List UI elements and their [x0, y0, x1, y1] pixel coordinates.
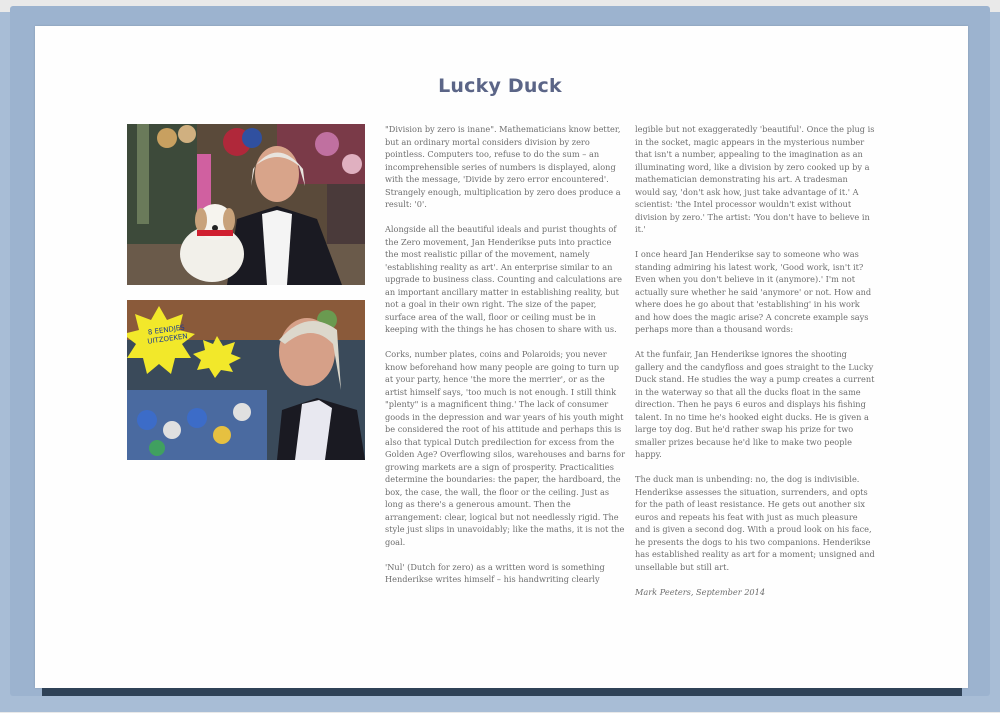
paragraph: Corks, number plates, coins and Polaroids; you never know beforehand how many people are going to turn up at your party, hence 'the more the merrier', or as the artist himself says, 'too much is not enough. I still think "plenty" is a magnificent thing.' The lack of consumer goods in the depression and war years of his youth might be considered the root of his attitude and perhaps this is also that typical Dutch predilection for excess from the Golden Age? Overflowing silos, warehouses and barns for growing markets are a sign of prosperity. Practicalities determine the boundaries: the paper, the hardboard, the box, the case, the wall, the floor or the ceiling. Just as long as there's a generous amount. Then the arrangement: clear, logical but not needlessly rigid. The style just slips in unavoidably; like the maths, it is not the goal.	[385, 349, 626, 547]
paragraph: Alongside all the beautiful ideals and purist thoughts of the Zero movement, Jan Henderikse puts into practice the most realistic pillar of the movement, namely 'establishing reality as art'. An enterprise similar to an upgrade to business class. Counting and calculations are an important ancillary matter in establishing reality, but not a goal in their own right. The size of the paper, surface area of the wall, floor or ceiling must be in keeping with the things he has chosen to share with us.	[385, 224, 622, 334]
paragraph: legible but not exaggeratedly 'beautiful'. Once the plug is in the socket, magic appears in the mysterious number that isn't a number, appealing to the imagination as an illuminating word, like a division by zero cooked up by a mathematician demonstrating his art. A tradesman would say, 'don't ask how, just take advantage of it.' A scientist: 'the Intel processor wouldn't exist without division by zero.' The artist: 'You don't have to believe in it.'	[635, 124, 875, 234]
page-title: Lucky Duck	[438, 75, 562, 97]
author-signature: Mark Peeters, September 2014	[635, 586, 766, 597]
sign-text: 8 EENDJES UITZOEKEN	[146, 323, 189, 346]
paragraph: At the funfair, Jan Henderikse ignores the shooting gallery and the candyfloss and goes straight to the Lucky Duck stand. He studies the way a pump creates a current in the waterway so that all the ducks float in the same direction. Then he pays 6 euros and displays his fishing talent. In no time he's hooked eight ducks. He is given a large toy dog. But he'd rather swap his prize for two smaller prizes because he'd like to make two people happy.	[635, 349, 875, 459]
paragraph: The duck man is unbending: no, the dog is indivisible. Henderikse assesses the situation, surrenders, and opts for the path of least resistance. He gets out another six euros and repeats his feat with just as much pleasure and is given a second dog. With a proud look on his face, he presents the dogs to his two companions. Henderikse has established reality as art for a moment; unsigned and unsellable but still art.	[635, 474, 875, 572]
paragraph: 'Nul' (Dutch for zero) as a written word is something Henderikse writes himself – his handwriting clearly	[385, 561, 605, 584]
text-column-2	[635, 123, 875, 611]
paragraph: "Division by zero is inane". Mathematicians know better, but an ordinary mortal considers division by zero pointless. Computers too, refuse to do the sum – an incomprehensible series of numbers is displayed, along with the message, 'Divide by zero error encountered'. Strangely enough, multiplication by zero does produce a result: '0'.	[385, 124, 621, 209]
page-edge	[42, 688, 962, 696]
photo-man-with-toy-dog	[127, 124, 365, 285]
photo-man-at-duck-stand	[127, 300, 365, 460]
paragraph: I once heard Jan Henderikse say to someone who was standing admiring his latest work, 'Good work, isn't it? Even when you don't believe in it (anymore).' I'm not actually sure whether he said 'anymore' or not. How and where does he go about that 'establishing' in his work and how does the magic arise? A concrete example says perhaps more than a thousand words:	[635, 249, 872, 334]
text-column-1	[385, 123, 625, 598]
